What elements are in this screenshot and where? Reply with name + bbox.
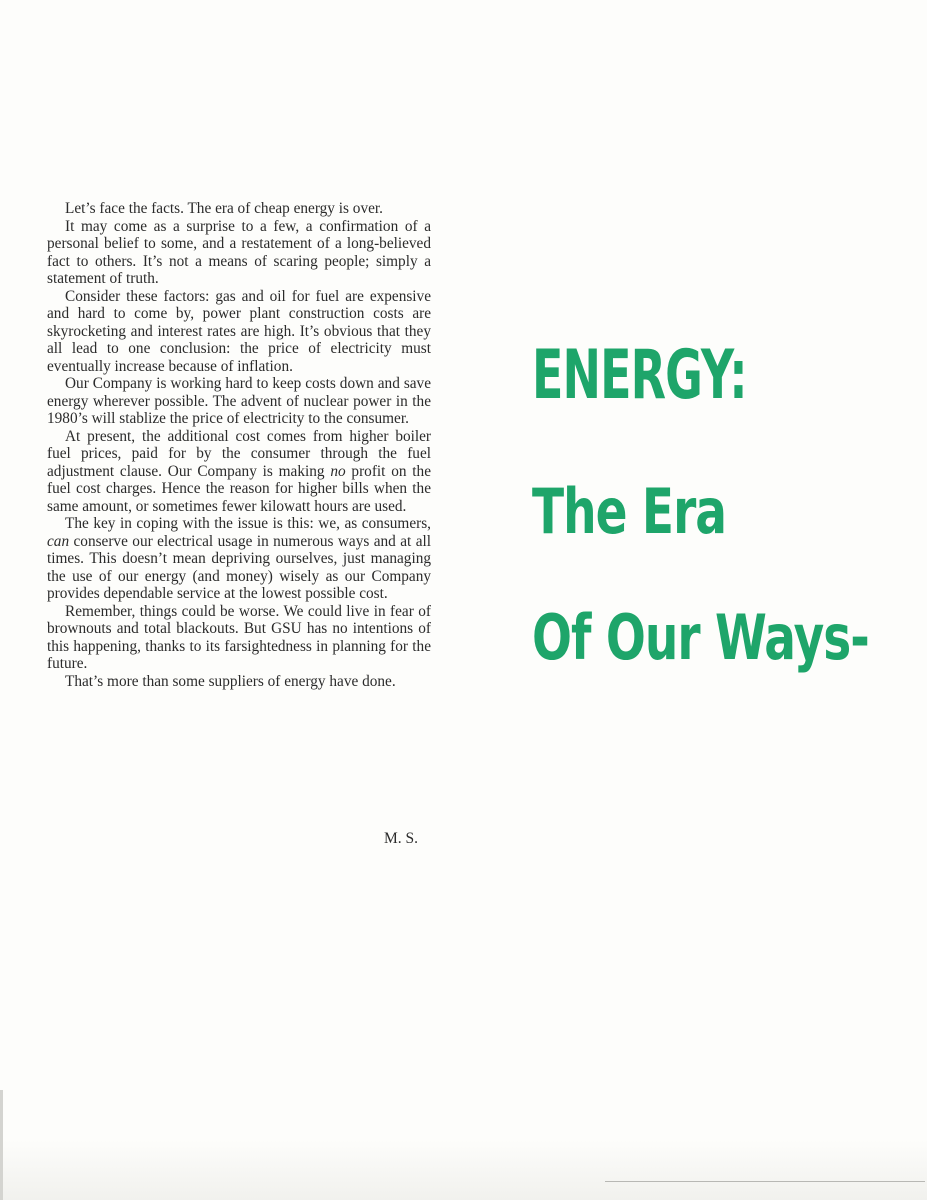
scan-bottom-edge-line <box>605 1181 925 1182</box>
article-paragraph-8: That’s more than some suppliers of energy have done. <box>65 672 396 690</box>
article-paragraph-7: Remember, things could be worse. We could live in fear of brownouts and total blackouts. But GSU has no intentions of this happening, thanks to its farsightedness in planning for the future. <box>47 602 431 672</box>
author-signature: M. S. <box>384 830 419 847</box>
article-paragraph-1: Let’s face the facts. The era of cheap energy is over. <box>65 200 383 217</box>
headline-of-our-ways: Of Our Ways- <box>532 602 869 675</box>
scan-bottom-shading <box>0 1140 927 1200</box>
article-paragraph-4: Our Company is working hard to keep costs down and save energy wherever possible. The advent of nuclear power in the 1980’s will stablize the price of electricity to the consumer. <box>47 375 431 427</box>
article-paragraph-5 <box>47 428 431 516</box>
paragraph-5-text-end: profit on the fuel cost charges. Hence the reason for higher bills when the same amount, or sometimes fewer kilowatt hours are used. <box>47 462 431 515</box>
article-paragraph-2: It may come as a surprise to a few, a confirmation of a personal belief to some, and a restatement of a long-believed fact to others. It’s not a means of scaring people; simply a statement of truth. <box>47 217 431 287</box>
paragraph-6-text-end: conserve our electrical usage in numerous ways and at all times. This doesn’t mean depriving ourselves, just managing the use of our energy (and money) wisely as our Company provides dependable service at the lowest possible cost. <box>47 532 431 602</box>
scan-left-edge-mark <box>0 1090 3 1200</box>
article-body <box>47 200 431 690</box>
paragraph-6-text-start: The key in coping with the issue is this: we, as consumers, <box>65 515 431 532</box>
article-paragraph-3: Consider these factors: gas and oil for fuel are expensive and hard to come by, power plant construction costs are skyrocketing and interest rates are high. It’s obvious that they all lead to one conclusion: the price of electricity must eventually increase because of inflation. <box>47 287 431 375</box>
paragraph-5-text-start: At present, the additional cost comes from higher boiler fuel prices, paid for by the consumer through the fuel adjustment clause. Our Company is making <box>47 427 431 480</box>
article-paragraph-6 <box>47 515 431 603</box>
emphasis-no: no <box>330 462 346 480</box>
emphasis-can: can <box>47 532 70 550</box>
headline-the-era: The Era <box>532 476 727 549</box>
headline-energy: ENERGY: <box>532 336 747 415</box>
